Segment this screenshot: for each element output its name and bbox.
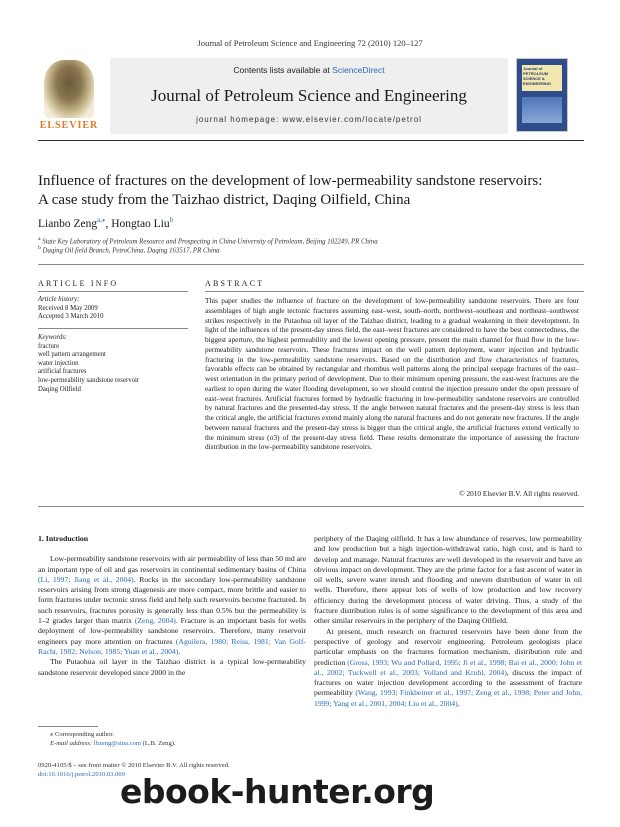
citation-link[interactable]: (Zeng, 2004): [134, 616, 176, 626]
article-history: [38, 296, 188, 322]
section-heading-introduction: 1. Introduction: [38, 534, 89, 543]
keyword: artificial fractures: [38, 368, 87, 376]
paragraph-text: . Fracture is an important basis for wells deployment of low-permeability sandstone reservoirs. Therefore, many reservoir engineers pay more attention on fractures: [38, 616, 307, 646]
keyword: water injection: [38, 359, 79, 367]
author-2-marks[interactable]: b: [169, 216, 174, 224]
author-1-marks[interactable]: a,⁎: [97, 216, 106, 224]
paper-title: [38, 172, 584, 210]
email-label: E-mail address:: [50, 739, 94, 747]
corresponding-footnote: [50, 731, 176, 748]
journal-cover-thumbnail[interactable]: [516, 58, 568, 132]
abstract-label: ABSTRACT: [205, 279, 265, 288]
body-right-column: [314, 534, 582, 709]
abstract-text: This paper studies the influence of fracture on the development of low-permeability sandstone reservoirs. There are four assemblages of high angle tectonic fractures assuming east–west, south–north, northwest–southeast and northeast–southwest strikes respectively in the Putaohua oil layer of the Taizhao district, leading to a gradual weakening in their development. In light of the influences of the present-day stress field, the east–west fractures are considered to have the best connectedness, the biggest aperture, the highest permeability and the lowest opening pressure, present the main channel for fluid flow in the low-permeability sandstone reservoirs. These fractures impact on the well pattern deployment, water injection and hydraulic fracturing in the low-permeability sandstone reservoirs. Based on the distribution and flow characteristics of fractures, favorable effects can be obtained by rectangular and rhombus well patterns along the principal seepage fractures of the east–west orientation in the primary period of development. Due to their minimum opening pressure, the east-west fractures are the earliest to open during the water flooding development, so we should control the injection pressure under the open pressure of east–west fractures. Artificial fractures formed by hydraulic fracturing in low-permeability sandstone reservoirs are controlled by natural fractures and the presented-day stress. If the angle between natural fractures and the present-day stress is less than the critical angle, the artificial fractures extend mainly along the natural fractures and do not generate new fractures. If the angle between natural fractures and the present-day stress is bigger than the critical angle, the artificial fractures extend vertically to the minimum stress (σ3) of the present-day stress field. These results demonstrate the importance of assessing the fracture distribution in the low-permeability sandstone reservoirs.: [205, 296, 579, 452]
header-rule: [38, 264, 584, 265]
paragraph: [314, 627, 582, 709]
keyword: well pattern arrangement: [38, 351, 106, 359]
corresponding-author: ⁎ Corresponding author.: [50, 731, 114, 738]
keyword: Daqing Oilfield: [38, 385, 81, 393]
journal-homepage[interactable]: journal homepage: www.elsevier.com/locate/petrol: [196, 115, 422, 124]
affil-a-text: State Key Laboratory of Petroleum Resource and Prospecting in China University of Petroleum, Beijing 102249, PR China: [42, 238, 378, 246]
author-2[interactable]: , Hongtao Liu: [105, 217, 170, 230]
affiliation-a: [38, 236, 378, 245]
contents-prefix: Contents lists available at: [233, 65, 333, 75]
citation-link[interactable]: (Aguilera, 1980; Reiss, 1981; Van Golf-Racht, 1982; Nelson, 1985; Yuan et al., 2004): [38, 636, 306, 656]
article-info-rule: [38, 291, 188, 292]
paragraph-text: .: [178, 646, 181, 656]
affil-b-text: Daqing Oil field Branch, PetroChina, Daqing 163517, PR China: [42, 247, 220, 255]
cover-image: [522, 97, 562, 123]
keyword: low-permeability sandstone reservoir: [38, 376, 140, 384]
article-info-label: ARTICLE INFO: [38, 279, 119, 288]
email-link[interactable]: lbzeng@sina.com: [93, 739, 141, 747]
author-1[interactable]: Lianbo Zeng: [38, 217, 98, 230]
citation-link[interactable]: (Gross, 1993; Wu and Pollard, 1995; Ji et al., 1998; Bai et al., 2000; John et al., 2002; Tuckwell et al., 2003; Volland and Kruhl, 2004): [314, 657, 582, 677]
doi-link[interactable]: doi:10.1016/j.petrol.2010.03.009: [38, 770, 125, 778]
journal-masthead: [110, 58, 508, 134]
abstract-copyright: © 2010 Elsevier B.V. All rights reserved.: [459, 489, 579, 498]
keywords-block: [38, 334, 188, 394]
received-date: Received 8 May 2009: [38, 304, 98, 312]
keywords-label: Keywords:: [38, 334, 68, 341]
body-left-column: [38, 534, 306, 678]
issn-line: 0920-4105/$ – see front matter © 2010 Elsevier B.V. All rights reserved.: [38, 762, 230, 769]
paragraph-text: .: [457, 698, 460, 708]
masthead-rule: [38, 140, 584, 141]
paragraph-text: At present, much research on fractured reservoirs have been done from the perspective of geology and reservoir engineering. Petroleum geologists place particular emphasis on the fractures formation mechanism, distribution rule and prediction: [314, 626, 582, 667]
paragraph-text: . Rocks in the secondary low-permeability sandstone reservoirs arising from strong diagenesis are more compact, more brittle and easier to form fractures under tectonic stress field and help such reservoirs become fractured. In such reservoirs, fractures porosity is generally less than 0.5% but the permeability is 1–2 grades larger than matrix: [38, 574, 306, 626]
affil-b-mark: b: [38, 245, 41, 251]
title-line-2: A case study from the Taizhao district, Daqing Oilfield, China: [38, 192, 411, 208]
email-suffix: (L.B. Zeng).: [141, 739, 176, 747]
abstract-rule: [205, 291, 584, 292]
citation-link[interactable]: (Wang, 1993; Finkbeiner et al., 1997; Zeng et al., 1998; Peter and John, 1999; Yang et al., 2001, 2004; Liu et al., 2004): [314, 688, 582, 708]
elsevier-tree-icon: [44, 60, 94, 118]
running-head: Journal of Petroleum Science and Engineering 72 (2010) 120–127: [197, 38, 423, 48]
history-label: Article history:: [38, 296, 80, 303]
journal-title: Journal of Petroleum Science and Engineering: [151, 86, 467, 105]
paragraph: The Putaohua oil layer in the Taizhao district is a typical low-permeability sandstone reservoir developed since 2000 in the: [38, 657, 306, 677]
sciencedirect-link[interactable]: ScienceDirect: [332, 65, 385, 75]
watermark: ebook-hunter.org: [120, 772, 435, 811]
citation-link[interactable]: (Li, 1997; Jiang et al., 2004): [38, 574, 134, 584]
paragraph: periphery of the Daqing oilfield. It has a low abundance of reserves, low permeability and low production but a high injection-withdrawal ratio, high cost, and is hard to develop and manage. Natural fractures are well developed in the reservoir and have an obvious impact on development. They are the prime factor for a fast ascent of water in oil wells, severe water inrush and flooding and uneven distribution of water in oil wells. Therefore, there appear lots of wells of low production and low recovery efficiency during the development process of water driving. Thus, a study of the fracture distribution rules is of some significance to the development of this area and other similar reservoirs in the periphery of the Daqing Oilfield.: [314, 534, 582, 626]
author-list: [38, 216, 173, 230]
paragraph-text: , discuss the impact of fractures on water injection development according to the assessment of fracture permeability: [314, 667, 582, 698]
abstract-bottom-rule: [38, 506, 584, 507]
footnote-rule: [38, 726, 98, 727]
contents-line: [110, 65, 508, 75]
keywords-rule: [38, 328, 188, 329]
paragraph-text: Low-permeability sandstone reservoirs with air permeability of less than 50 md are an important type of oil and gas reservoirs in continental sedimentary basins of China: [38, 554, 306, 574]
paragraph: [38, 554, 306, 657]
keyword: fracture: [38, 342, 60, 350]
publisher-name: ELSEVIER: [39, 120, 99, 131]
title-line-1: Influence of fractures on the development of low-permeability sandstone reservoirs:: [38, 173, 543, 189]
accepted-date: Accepted 3 March 2010: [38, 313, 104, 321]
affiliation-b: [38, 245, 220, 254]
affil-a-mark: a: [38, 236, 41, 242]
elsevier-logo[interactable]: [38, 58, 100, 134]
cover-title: Journal of PETROLEUM SCIENCE & ENGINEERING: [522, 65, 562, 91]
